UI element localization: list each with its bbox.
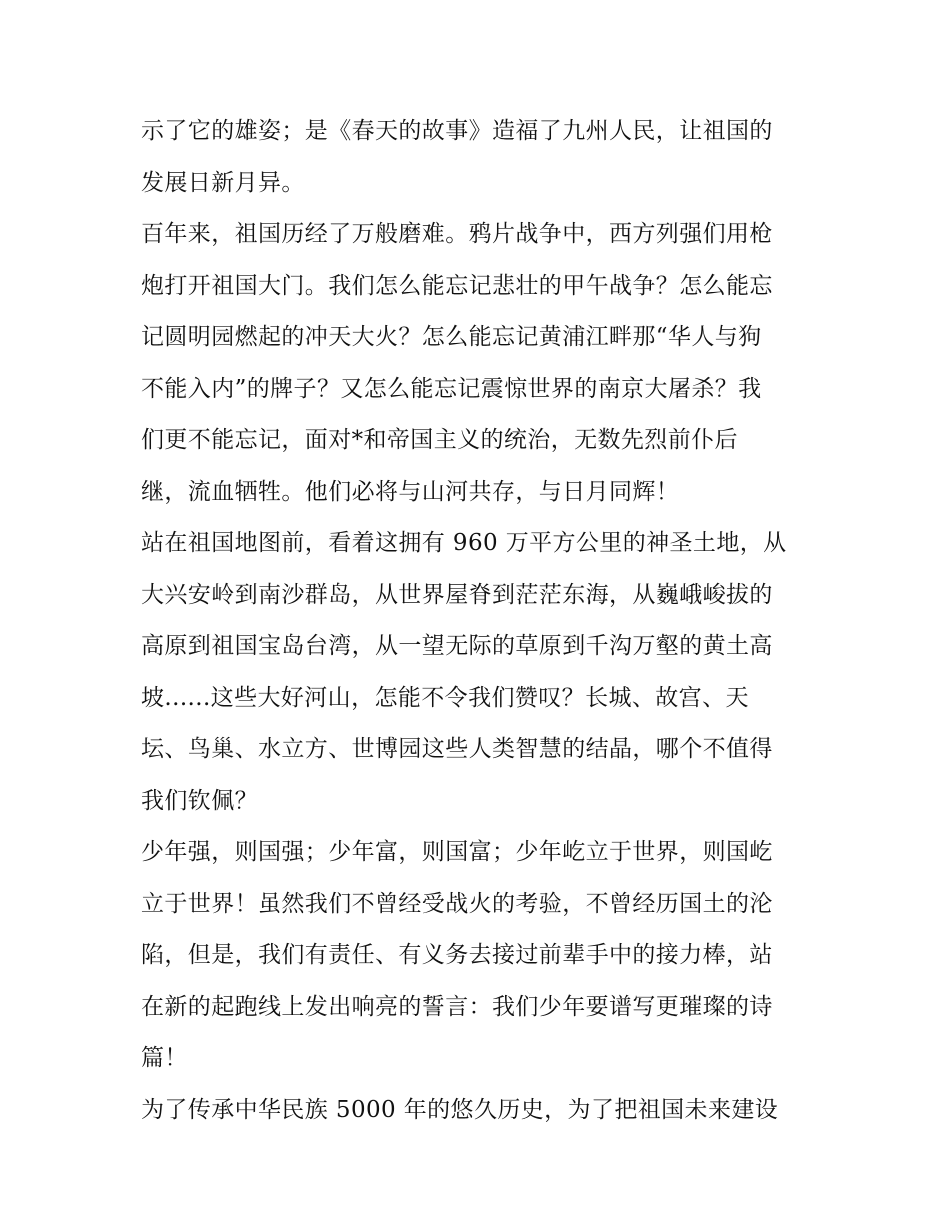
text-line: 发展日新月异。 [141, 169, 305, 196]
text-line: 陷，但是，我们有责任、有义务去接过前辈手中的接力棒，站 [141, 942, 773, 968]
text-line: 大兴安岭到南沙群岛，从世界屋脊到茫茫东海，从巍峨峻拔的 [141, 581, 773, 608]
text-line: 坛、鸟巢、水立方、世博园这些人类智慧的结晶，哪个不值得 [141, 736, 773, 762]
text-line: 立于世界！虽然我们不曾经受战火的考验，不曾经历国土的沦 [141, 890, 773, 917]
text-line: 百年来，祖国历经了万般磨难。鸦片战争中，西方列强们用枪 [141, 221, 773, 247]
text-line: 高原到祖国宝岛台湾，从一望无际的草原到千沟万壑的黄土高 [141, 633, 773, 659]
text-line: 示了它的雄姿；是《春天的故事》造福了九州人民，让祖国的 [141, 118, 773, 144]
text-line: 坡......这些大好河山，怎能不令我们赞叹？长城、故宫、天 [141, 684, 749, 711]
text-line: 为了传承中华民族 5000 年的悠久历史，为了把祖国未来建设 [141, 1096, 779, 1123]
text-line: 们更不能忘记，面对*和帝国主义的统治，无数先烈前仆后 [141, 427, 738, 453]
text-line: 我们钦佩？ [141, 787, 258, 814]
text-line: 在新的起跑线上发出响亮的誓言：我们少年要谱写更璀璨的诗 [141, 993, 773, 1020]
text-line: 继，流血牺牲。他们必将与山河共存，与日月同辉！ [141, 478, 680, 505]
body-text [141, 106, 821, 1136]
text-line: 篇！ [141, 1045, 188, 1071]
text-line: 炮打开祖国大门。我们怎么能忘记悲壮的甲午战争？怎么能忘 [141, 272, 773, 299]
text-line: 不能入内”的牌子？又怎么能忘记震惊世界的南京大屠杀？我 [141, 375, 762, 402]
text-line: 记圆明园燃起的冲天大火？怎么能忘记黄浦江畔那“华人与狗 [141, 324, 762, 350]
text-line: 少年强，则国强；少年富，则国富；少年屹立于世界，则国屹 [141, 839, 773, 865]
text-line: 站在祖国地图前，看着这拥有 960 万平方公里的神圣土地，从 [141, 530, 787, 556]
